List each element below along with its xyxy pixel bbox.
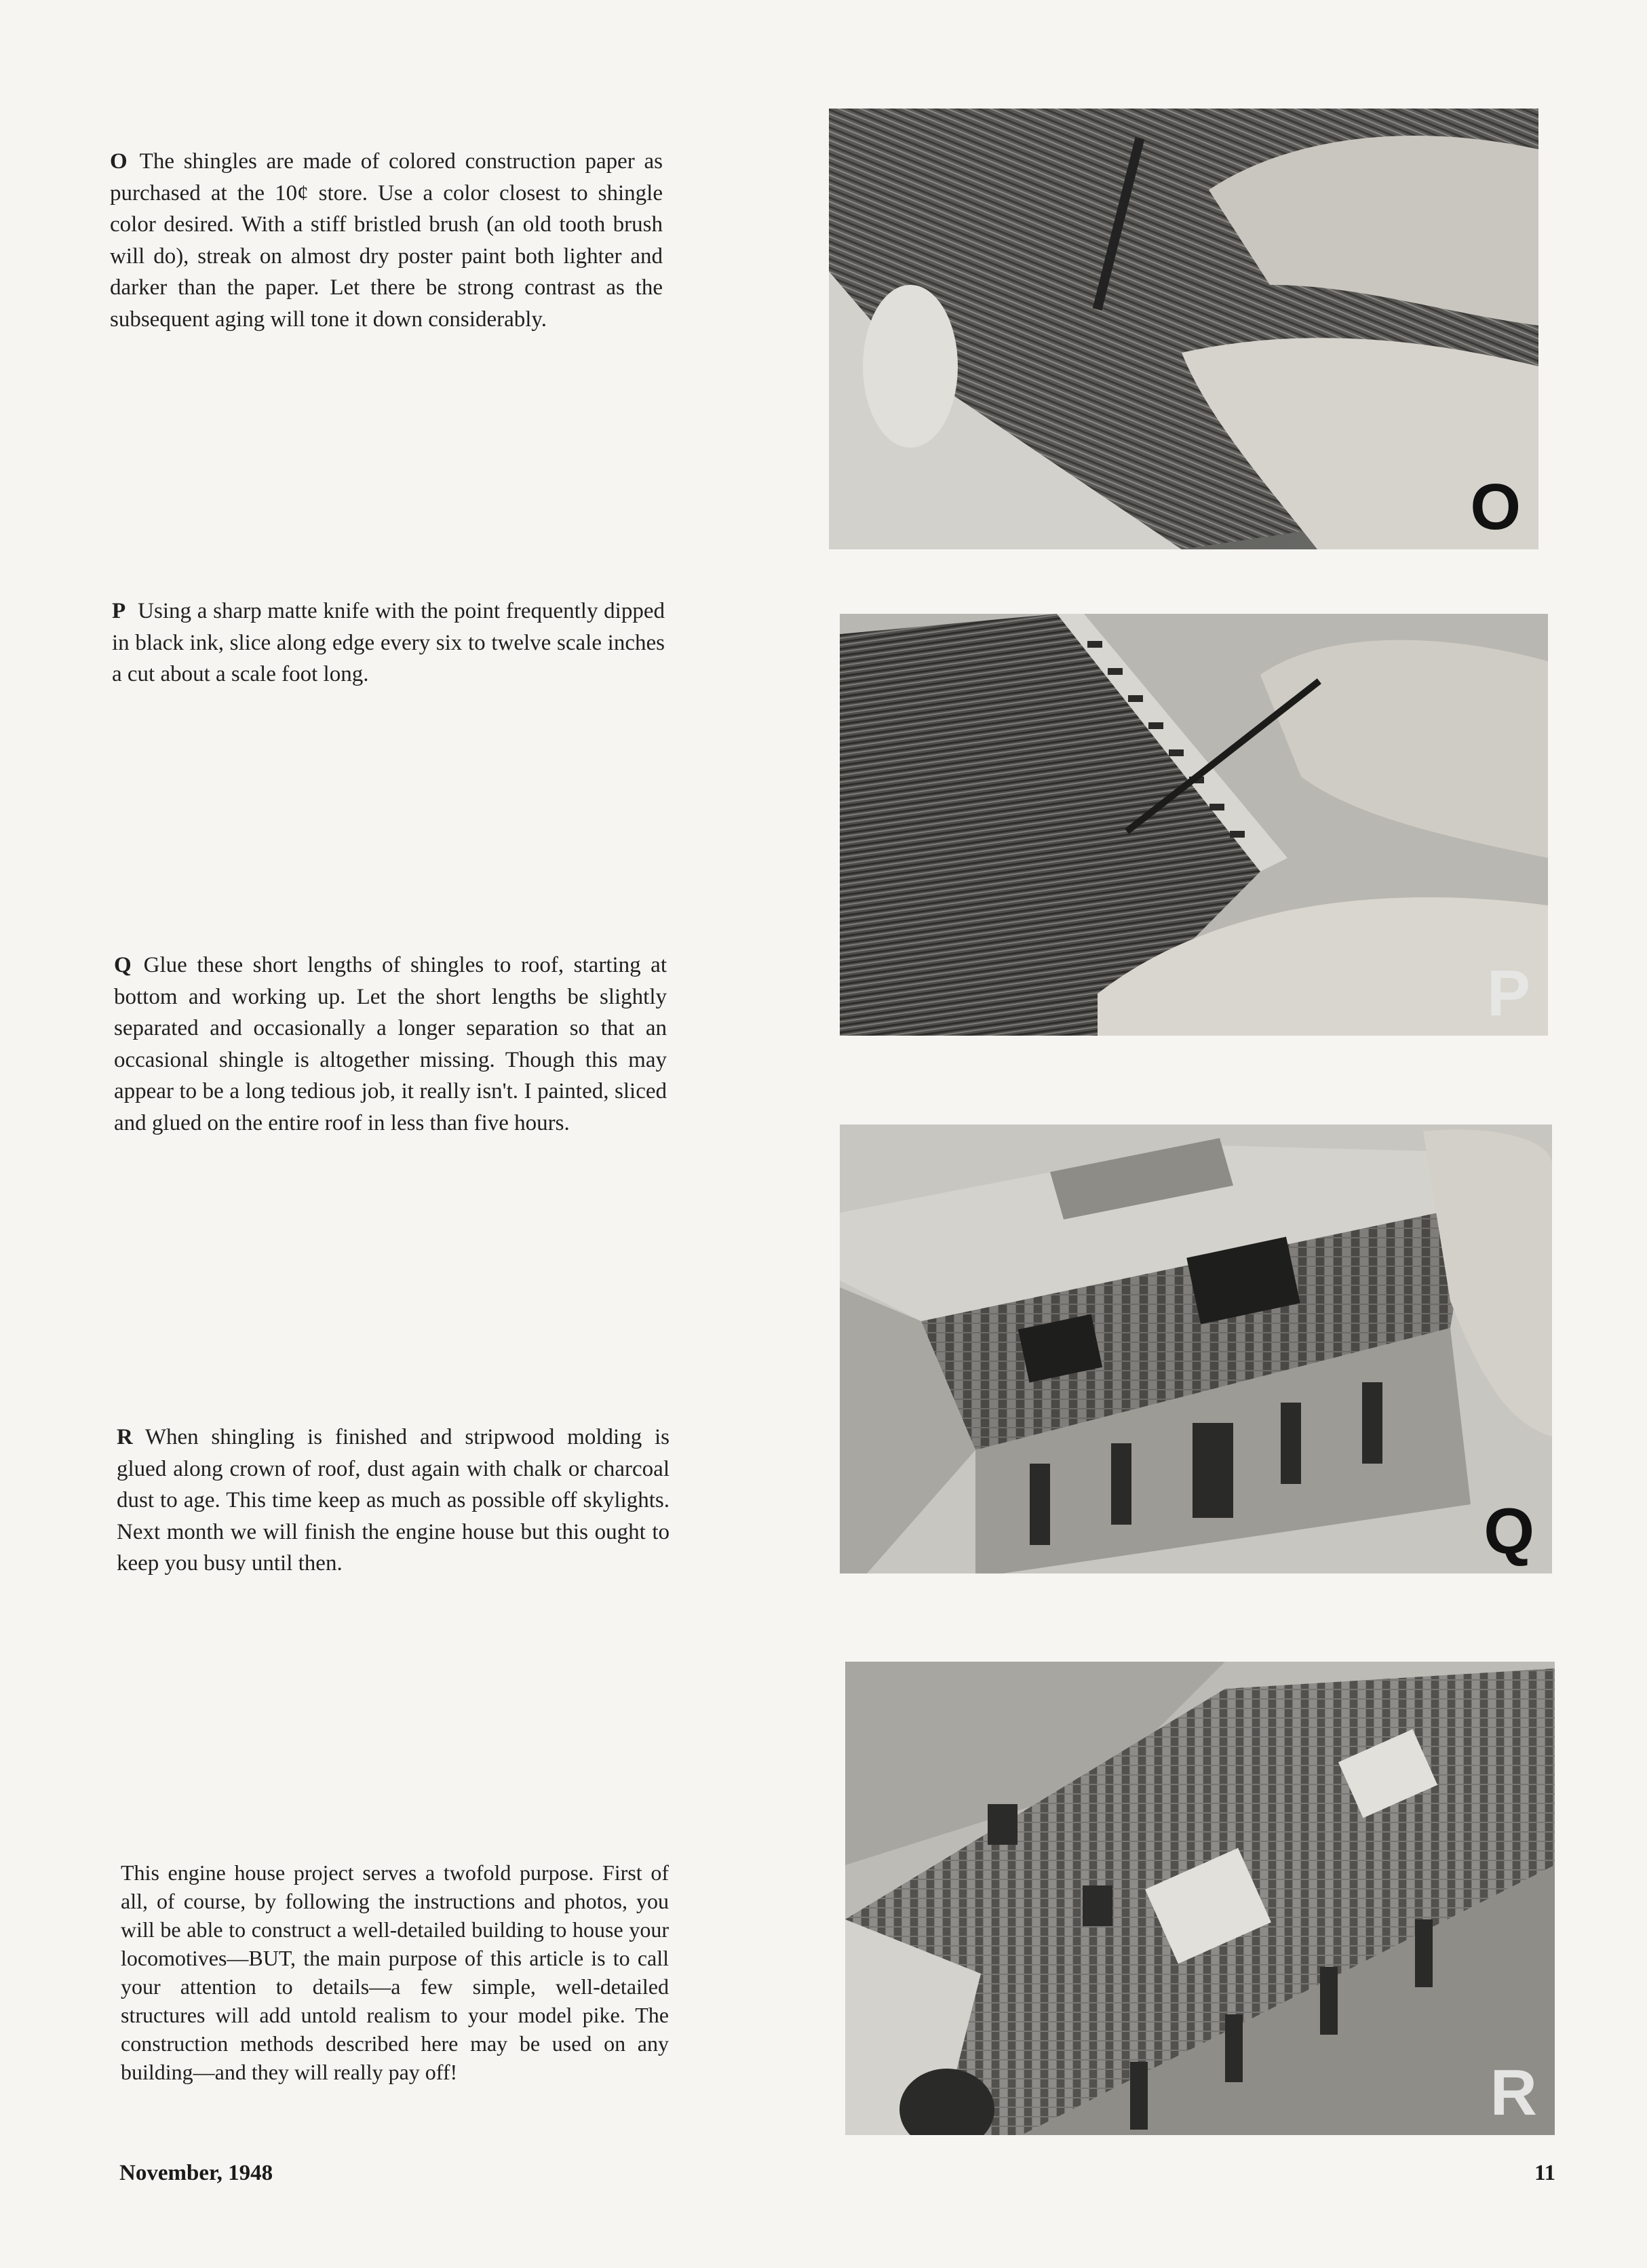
photo-o-painting-shingle-paper [829,109,1538,549]
caption-text-r: When shingling is finished and stripwood molding is glued along crown of roof, dust again with chalk or charcoal dust to age. This time keep as much as possible off skylights. Next month we will finish the engine house but this ought to keep you busy until then. [117,1425,670,1576]
photo-p-illustration [840,614,1548,1036]
photo-p-slicing-shingles [840,614,1548,1036]
photo-q-gluing-shingles [840,1125,1552,1573]
caption-text-q: Glue these short lengths of shingles to roof, starting at bottom and working up. Let the short lengths be slightly separated and occasionally a longer separation so that an occasional shingle is altogether missing. Though this may appear to be a long tedious job, it really isn't. I painted, sliced and glued on the entire roof in less than five hours. [114,953,667,1135]
caption-letter-o: O [110,149,128,174]
photo-label-q: Q [1484,1495,1534,1567]
photo-q-illustration [840,1125,1552,1573]
caption-q [114,950,667,1139]
photo-label-o: O [1470,471,1521,543]
caption-letter-p: P [112,599,126,623]
closing-note-text: This engine house project serves a twofold purpose. First of all, of course, by following the instructions and photos, you will be able to construct a well-detailed building to house your locomotives—BUT, the main purpose of this article is to call your attention to details—a few simple, well-detailed structures will add untold realism to your model pike. The construction methods described here may be used on any building—and they will really pay off! [121,1860,669,2084]
photo-label-p: P [1486,957,1530,1030]
photo-r-illustration [845,1662,1555,2135]
page-number: 11 [1534,2161,1556,2185]
issue-date: November, 1948 [119,2161,273,2185]
article-closing-note [121,1858,669,2086]
caption-letter-q: Q [114,953,132,977]
caption-o [110,146,663,335]
caption-letter-r: R [117,1425,133,1449]
caption-text-o: The shingles are made of colored construction paper as purchased at the 10¢ store. Use a color closest to shingle color desired. With a stiff bristled brush (an old tooth brush will do), streak on almost dry poster paint both lighter and darker than the paper. Let there be strong contrast as the subsequent aging will tone it down considerably. [110,149,663,332]
caption-p [112,595,665,690]
caption-text-p: Using a sharp matte knife with the point frequently dipped in black ink, slice along edge every six to twelve scale inches a cut about a scale foot long. [112,599,665,686]
photo-o-illustration [829,109,1538,549]
caption-r [117,1422,670,1580]
photo-r-finished-roof [845,1662,1555,2135]
photo-label-r: R [1490,2056,1537,2129]
